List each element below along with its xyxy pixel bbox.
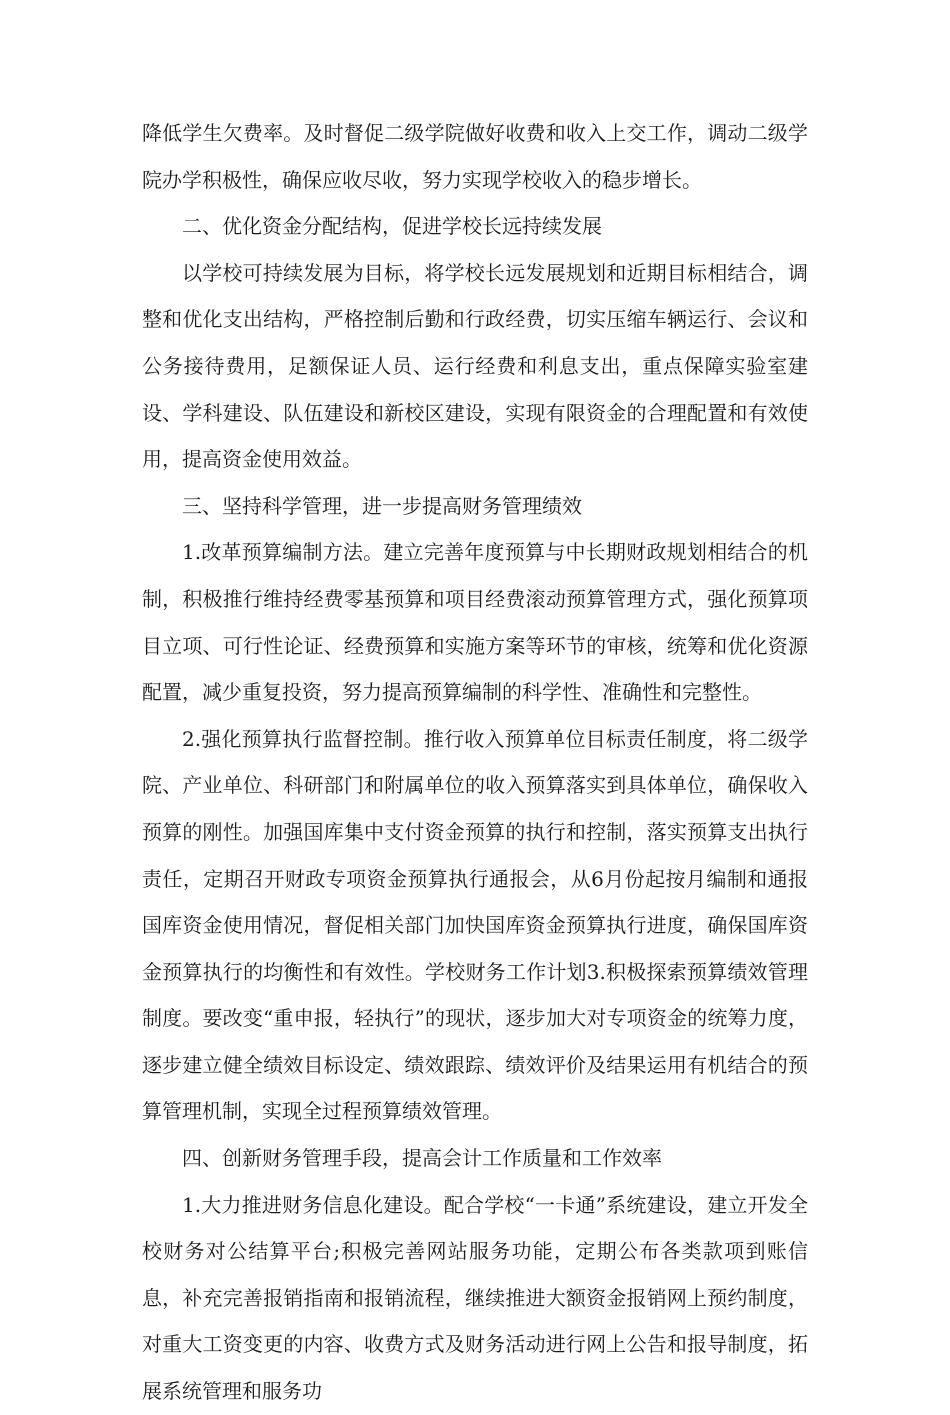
section-heading-4: 四、创新财务管理手段，提高会计工作质量和工作效率 <box>182 1146 662 1171</box>
paragraph-funds-allocation: 以学校可持续发展为目标，将学校长远发展规划和近期目标相结合，调整和优化支出结构，严格控制后勤和行政经费，切实压缩车辆运行、会议和公务接待费用，足额保证人员、运行经费和利息支出，重点保障实验室建设、学科建设、队伍建设和新校区建设，实现有限资金的合理配置和有效使用，提高资金使用效益。 <box>142 260 808 472</box>
section-heading-2: 二、优化资金分配结构，促进学校长远持续发展 <box>182 214 602 239</box>
document-body <box>142 110 808 1415</box>
paragraph-informatization: 1.大力推进财务信息化建设。配合学校“一卡通”系统建设，建立开发全校财务对公结算平台;积极完善网站服务功能，定期公布各类款项到账信息，补充完善报销指南和报销流程，继续推进大额资金报销网上预约制度，对重大工资变更的内容、收费方式及财务活动进行网上公告和报导制度，拓展系统管理和服务功 <box>142 1192 808 1404</box>
section-heading-3: 三、坚持科学管理，进一步提高财务管理绩效 <box>182 493 582 518</box>
paragraph-budget-execution: 2.强化预算执行监督控制。推行收入预算单位目标责任制度，将二级学院、产业单位、科研部门和附属单位的收入预算落实到具体单位，确保收入预算的刚性。加强国库集中支付资金预算的执行和控制，落实预算支出执行责任，定期召开财政专项资金预算执行通报会，从6月份起按月编制和通报国库资金使用情况，督促相关部门加快国库资金预算执行进度，确保国库资金预算执行的均衡性和有效性。学校财务工作计划3.积极探索预算绩效管理制度。要改变“重申报，轻执行”的现状，逐步加大对专项资金的统筹力度，逐步建立健全绩效目标设定、绩效跟踪、绩效评价及结果运用有机结合的预算管理机制，实现全过程预算绩效管理。 <box>142 726 808 1124</box>
paragraph-budget-reform: 1.改革预算编制方法。建立完善年度预算与中长期财政规划相结合的机制，积极推行维持经费零基预算和项目经费滚动预算管理方式，强化预算项目立项、可行性论证、经费预算和实施方案等环节的审核，统筹和优化资源配置，减少重复投资，努力提高预算编制的科学性、准确性和完整性。 <box>142 540 808 705</box>
paragraph-continuation: 降低学生欠费率。及时督促二级学院做好收费和收入上交工作，调动二级学院办学积极性，确保应收尽收，努力实现学校收入的稳步增长。 <box>142 121 808 192</box>
